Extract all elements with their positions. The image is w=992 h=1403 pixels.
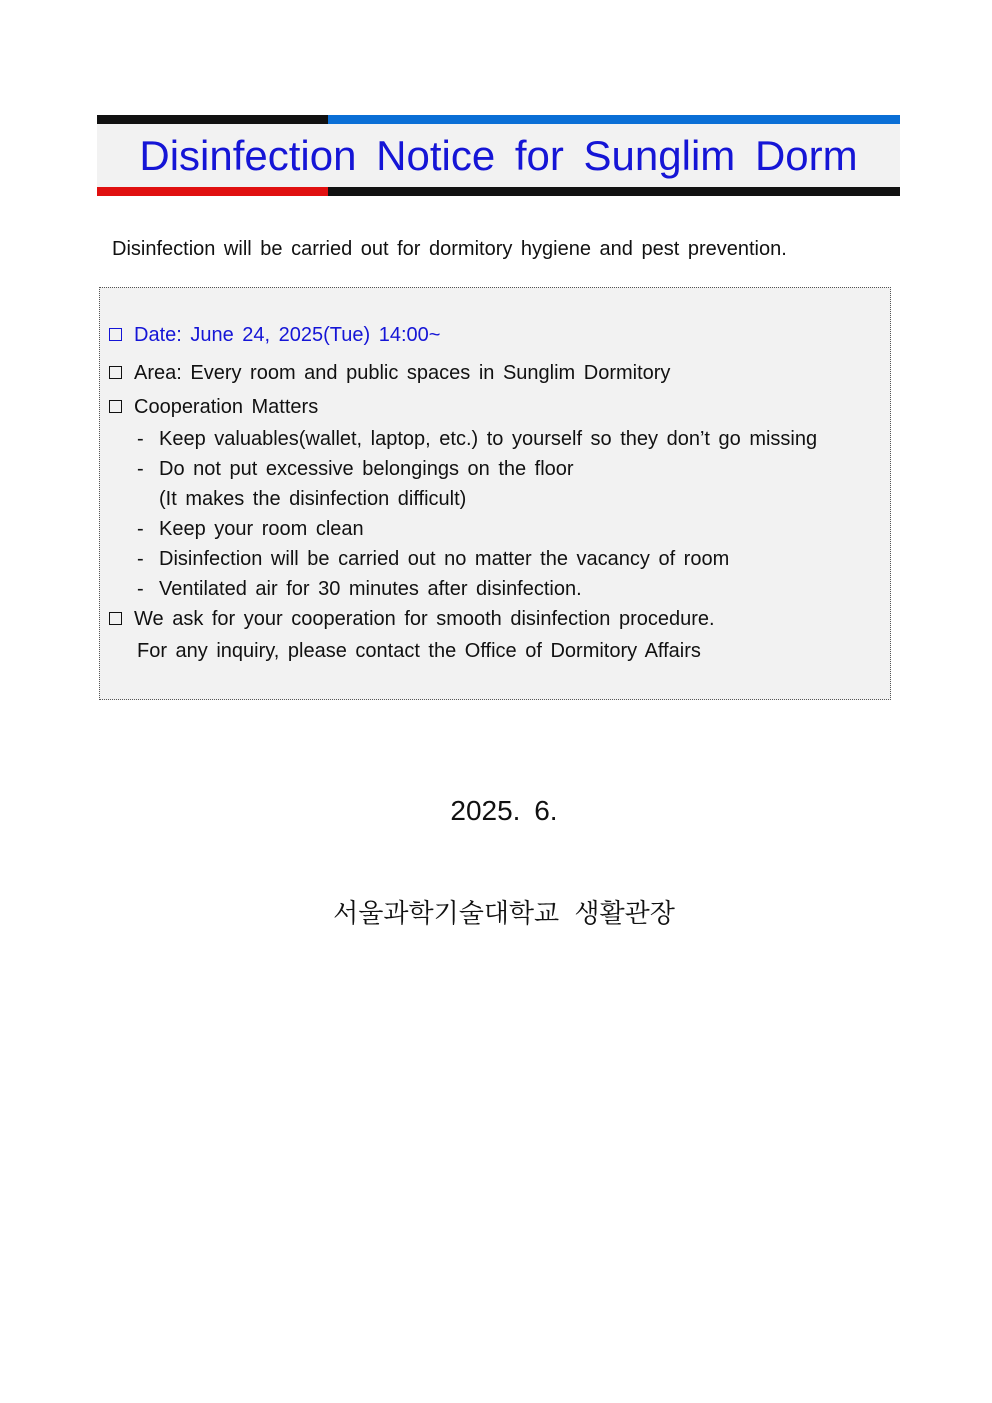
cooperation-item-text: Do not put excessive belongings on the floor	[159, 458, 574, 480]
title-bottom-bar	[97, 187, 900, 196]
cooperation-item	[137, 428, 817, 451]
closing-item	[109, 608, 715, 631]
dash-icon: -	[137, 518, 144, 540]
contact-text: For any inquiry, please contact the Office of Dormitory Affairs	[137, 640, 701, 662]
issuing-organization: 서울과학기술대학교 생활관장	[333, 898, 675, 928]
date-text: Date: June 24, 2025(Tue) 14:00~	[134, 324, 441, 346]
bottom-bar-red-segment	[97, 187, 328, 196]
bottom-bar-black-segment	[328, 187, 900, 196]
checkbox-icon	[109, 366, 122, 379]
notice-box	[99, 287, 891, 700]
cooperation-heading-text: Cooperation Matters	[134, 396, 319, 418]
checkbox-icon	[109, 612, 122, 625]
checkbox-icon	[109, 328, 122, 341]
page-title: Disinfection Notice for Sunglim Dorm	[139, 132, 858, 179]
cooperation-heading	[109, 396, 318, 419]
dash-icon: -	[137, 428, 144, 450]
cooperation-item-text: Disinfection will be carried out no matter the vacancy of room	[159, 548, 730, 570]
issue-date: 2025. 6.	[450, 795, 558, 826]
checkbox-icon	[109, 400, 122, 413]
intro-text: Disinfection will be carried out for dormitory hygiene and pest prevention.	[112, 238, 787, 260]
cooperation-item-note: (It makes the disinfection difficult)	[159, 488, 467, 510]
title-block	[97, 115, 900, 196]
date-item	[109, 324, 440, 347]
cooperation-item	[137, 578, 582, 601]
dash-icon: -	[137, 458, 144, 480]
area-text: Area: Every room and public spaces in Sunglim Dormitory	[134, 362, 671, 384]
cooperation-item	[137, 518, 364, 541]
cooperation-item-text: Ventilated air for 30 minutes after disinfection.	[159, 578, 582, 600]
area-item	[109, 362, 670, 385]
dash-icon: -	[137, 548, 144, 570]
cooperation-item-text: Keep valuables(wallet, laptop, etc.) to yourself so they don’t go missing	[159, 428, 818, 450]
cooperation-item	[137, 458, 574, 481]
dash-icon: -	[137, 578, 144, 600]
title-top-bar	[97, 115, 900, 124]
closing-text: We ask for your cooperation for smooth disinfection procedure.	[134, 608, 715, 630]
top-bar-black-segment	[97, 115, 328, 124]
cooperation-item	[137, 548, 729, 571]
cooperation-item-text: Keep your room clean	[159, 518, 364, 540]
top-bar-blue-segment	[328, 115, 900, 124]
